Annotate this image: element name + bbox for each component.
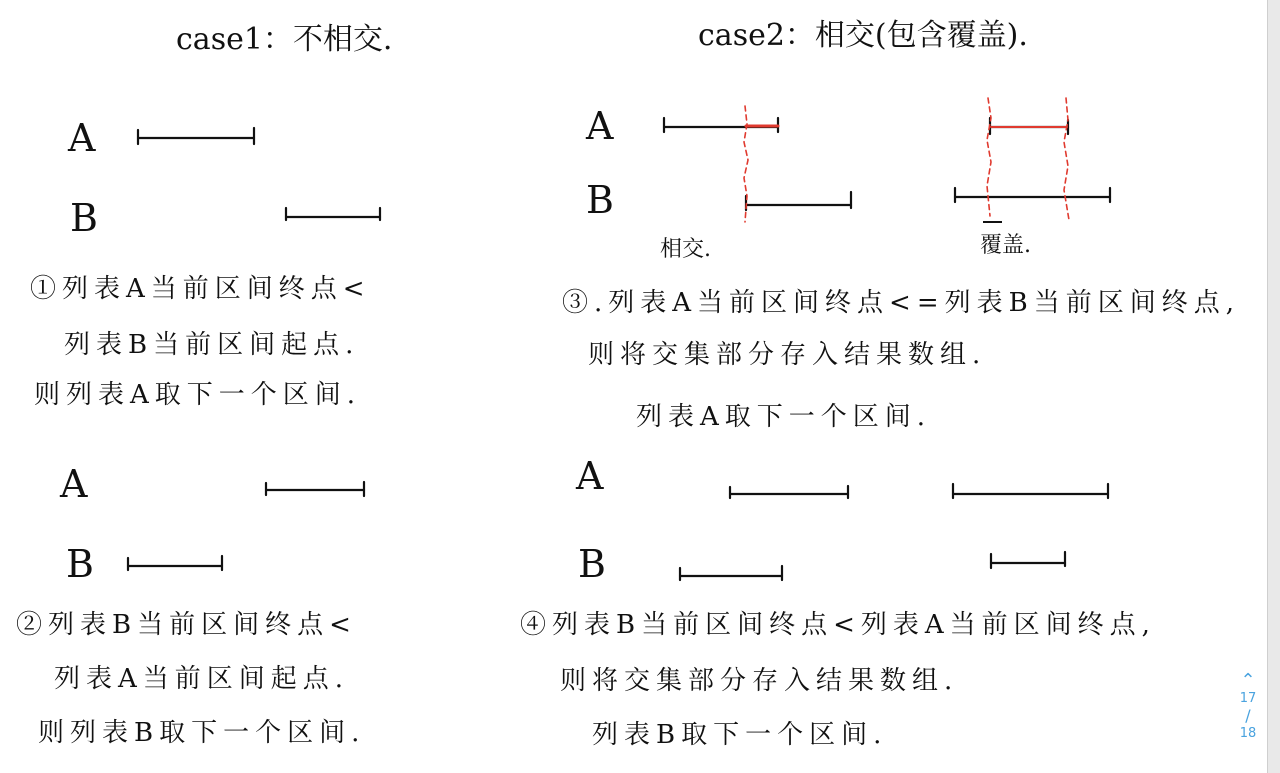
case2-bottom-interval-a2 [953,484,1108,498]
case2-bottom-interval-b2 [991,552,1065,568]
case1-top-interval-b [286,208,380,220]
cover-start-marker [987,98,991,216]
case1-bottom-label-a: A [60,462,88,506]
case2-intersect-interval-b [746,192,851,210]
case1-bottom-interval-b [128,556,222,570]
case2-bottom-label-a: A [576,454,604,498]
caption-cover: 覆盖. [980,233,1031,258]
case2-bottom-interval-a1 [730,486,848,498]
note1-line1: ①列表A当前区间终点< [30,274,371,304]
case2-title: case2：相交(包含覆盖). [698,18,1028,53]
note3-line2: 则将交集部分存入结果数组. [588,340,987,370]
note4-line1: ④列表B当前区间终点<列表A当前区间终点, [520,610,1156,640]
note1-line3: 则列表A取下一个区间. [34,380,362,410]
note2-line1: ②列表B当前区间终点< [16,610,357,640]
note3-line3: 列表A取下一个区间. [636,402,932,432]
chevron-up-icon[interactable]: ⌃ [1240,670,1256,691]
case1-top-label-a: A [68,116,96,160]
current-page: 17 [1239,691,1257,706]
page-separator: / [1245,706,1251,725]
case2-cover-interval-b [955,188,1110,202]
page-edge-scrollbar[interactable] [1267,0,1280,773]
case2-bottom-interval-b1 [680,566,782,580]
note4-line2: 则将交集部分存入结果数组. [560,666,959,696]
caption-intersect: 相交. [660,237,711,262]
case1-bottom-interval-a [266,482,364,496]
case1-bottom-label-b: B [66,542,94,586]
case1-top-interval-a [138,128,254,144]
note2-line3: 则列表B取下一个区间. [38,718,366,748]
case2-bottom-label-b: B [578,542,606,586]
cover-end-marker [1064,98,1069,220]
note2-line2: 列表A当前区间起点. [54,664,350,694]
note3-line1: ③.列表A当前区间终点<=列表B当前区间终点, [562,288,1240,318]
page-indicator [1234,672,1262,742]
case2-top-label-b: B [586,178,614,222]
note1-line2: 列表B当前区间起点. [64,330,360,360]
case2-top-label-a: A [586,104,614,148]
case1-title: case1：不相交. [176,22,393,57]
total-pages: 18 [1239,726,1257,741]
case1-top-label-b: B [70,196,98,240]
note4-line3: 列表B取下一个区间. [592,720,888,750]
